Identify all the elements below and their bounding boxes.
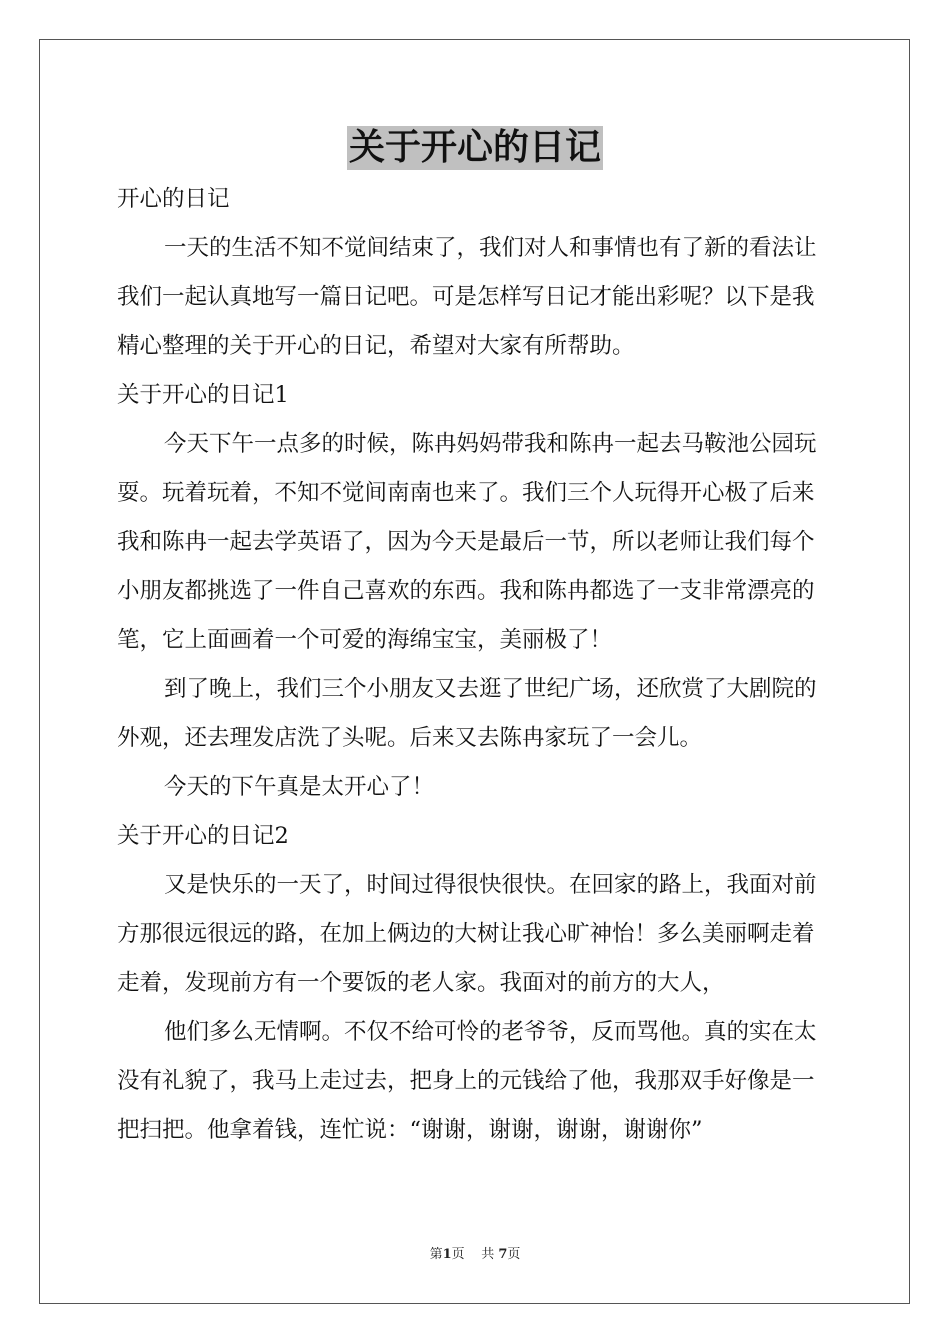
page-number-prefix: 第 [429, 1247, 443, 1262]
page-total: 7 [498, 1247, 508, 1262]
title-area [0, 126, 950, 170]
page-number-current: 1 [442, 1247, 452, 1262]
section-1-heading: 关于开心的日记1 [117, 382, 289, 408]
section-2-heading: 关于开心的日记2 [117, 823, 289, 849]
section-2-paragraph-1: 又是快乐的一天了，时间过得很快很快。在回家的路上，我面对前方那很远很远的路，在加上俩边的大树让我心旷神怡！多么美丽啊走着走着，发现前方有一个要饭的老人家。我面对的前方的大人， [117, 872, 817, 996]
page-total-suffix: 页 [507, 1247, 521, 1262]
document-subtitle: 开心的日记 [117, 186, 230, 212]
page-total-prefix: 共 [481, 1247, 495, 1262]
document-body [117, 175, 833, 1155]
section-2-paragraph-2: 他们多么无情啊。不仅不给可怜的老爷爷，反而骂他。真的实在太没有礼貌了，我马上走过去，把身上的元钱给了他，我那双手好像是一把扫把。他拿着钱，连忙说：“谢谢，谢谢，谢谢，谢谢你” [117, 1019, 817, 1143]
page-footer [0, 1246, 950, 1264]
intro-paragraph: 一天的生活不知不觉间结束了，我们对人和事情也有了新的看法让我们一起认真地写一篇日记吧。可是怎样写日记才能出彩呢？以下是我精心整理的关于开心的日记，希望对大家有所帮助。 [117, 235, 817, 359]
document-title: 关于开心的日记 [348, 127, 601, 168]
section-1-paragraph-1: 今天下午一点多的时候，陈冉妈妈带我和陈冉一起去马鞍池公园玩耍。玩着玩着，不知不觉间南南也来了。我们三个人玩得开心极了后来我和陈冉一起去学英语了，因为今天是最后一节，所以老师让我们每个小朋友都挑选了一件自己喜欢的东西。我和陈冉都选了一支非常漂亮的笔，它上面画着一个可爱的海绵宝宝，美丽极了！ [117, 431, 817, 653]
section-1-paragraph-3: 今天的下午真是太开心了！ [164, 774, 435, 800]
page-number-suffix: 页 [451, 1247, 465, 1262]
section-1-paragraph-2: 到了晚上，我们三个小朋友又去逛了世纪广场，还欣赏了大剧院的外观，还去理发店洗了头呢。后来又去陈冉家玩了一会儿。 [117, 676, 817, 751]
